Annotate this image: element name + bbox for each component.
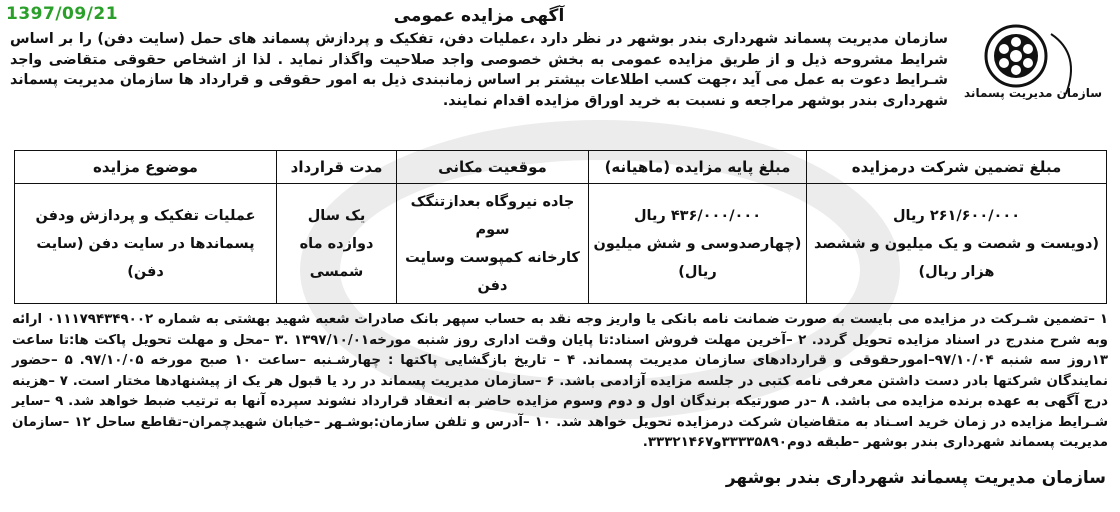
header-auction-subject: موضوع مزایده [15, 151, 277, 184]
subject-line-2: پسماندها در سایت دفن (سایت دفن) [36, 235, 255, 280]
organization-logo [956, 14, 1106, 132]
notice-title: آگهی مزایده عمومی [393, 6, 565, 26]
header-contract-duration: مدت قرارداد [277, 151, 397, 184]
cell-contract-duration [277, 184, 397, 304]
header-guarantee-amount: مبلغ تضمین شرکت درمزایده [807, 151, 1107, 184]
logo-organization-name: سازمان مدیریت پسماند [964, 86, 1102, 100]
guarantee-amount-numeric: ۲۶۱/۶۰۰/۰۰۰ ریال [892, 207, 1021, 224]
location-line-1: جاده نیروگاه بعدازتنگک سوم [410, 193, 575, 238]
table-row [15, 184, 1107, 304]
guarantee-amount-words: (دویست و شصت و یک میلیون و ششصد هزار ریال) [813, 235, 1100, 280]
duration-line-2: دوازده ماه شمسی [299, 235, 374, 280]
header-base-price: مبلغ پایه مزایده (ماهیانه) [589, 151, 807, 184]
base-price-numeric: ۴۳۶/۰۰۰/۰۰۰ ریال [633, 207, 762, 224]
cell-guarantee-amount [807, 184, 1107, 304]
cell-location [397, 184, 589, 304]
recycle-wheel-icon [956, 14, 1106, 132]
location-line-2: کارخانه کمپوست وسایت دفن [405, 249, 580, 294]
auction-table [14, 150, 1107, 304]
duration-line-1: یک سال [307, 207, 366, 224]
cell-base-price [589, 184, 807, 304]
cell-auction-subject [15, 184, 277, 304]
signature-organization: سازمان مدیریت پسماند شهرداری بندر بوشهر [725, 468, 1106, 488]
notice-header [10, 6, 948, 111]
subject-line-1: عملیات تفکیک و پردازش ودفن [35, 207, 256, 224]
notice-intro: سازمان مدیریت پسماند شهرداری بندر بوشهر در نظر دارد ،عملیات دفن، تفکیک و پردازش پسماند های حمل (سایت دفن) را بر اساس شرایط مشروحه ذیل و از طریق مزایده عمومی به بخش خصوصی واجد صلاحیت واگذار نماید . لذا از اشخاص حقوقی متقاضی واجد شـرایط دعوت به عمل می آید ،جهت کسب اطلاعات بیشتر بر اساس زمانبندی ذیل به امور حقوقی و قرارداد ها سازمان مدیریت پسماند شهرداری بندر بوشهر مراجعه و نسبت به خرید اوراق مزایده اقدام نمایند. [10, 31, 948, 109]
date-stamp: 1397/09/21 [6, 4, 119, 24]
table-header-row [15, 151, 1107, 184]
base-price-words: (چهارصدوسی و شش میلیون ریال) [593, 235, 802, 280]
header-location: موقعیت مکانی [397, 151, 589, 184]
auction-terms: ۱ –تضمین شـرکت در مزایده می بایست به صورت ضمانت نامه بانکی یا واریز وجه نقد به حساب سپهر بانک صادرات شعبه شهید بهشتی به شماره ۰۱۱۱۷۹۴۳۴۹۰۰۲ ارائه وبه شرح مندرج در اسناد مزایده تحویل گردد. ۲ –آخرین مهلت فروش اسناد:تا پایان وقت اداری روز شنبه مورخه۱۳۹۷/۱۰/۰۱ .۳ –محل و مهلت تحویل پاکت ها:تا ساعت ۱۳روز سه شنبه ۹۷/۱۰/۰۴–امورحقوقی و قراردادهای سازمان مدیریت پسماند. ۴ – تاریخ بازگشایی پاکتها : چهارشـنبه –ساعت ۱۰ صبح مورخه ۹۷/۱۰/۰۵. ۵ –حضور نمایندگان شرکتها بادر دست داشتن معرفی نامه کتبی در جلسه مزایده آزادمی باشد. ۶ –سازمان مدیریت پسماند در رد یا قبول هر یک از پیشنهادها مختار است. ۷ –هزینه درج آگهی به عهده برنده مزایده می باشد. ۸ –در صورتیکه برندگان اول و دوم وسوم مزایده حاضر به انعقاد قرارداد نشوند سپرده آنها به ترتیب ضبط خواهد شد. ۹ –سایر شـرایط مزایده در زمان خرید اسـناد به متقاضیان شرکت درمزایده تحویل خواهد شد. ۱۰ –آدرس و تلفن سازمان:بوشـهر –خیابان شهیدچمران–تقاطع ساحل ۱۲ –سازمان مدیریت پسماند شهرداری بندر بوشهر –طبقه دوم۳۳۳۳۵۸۹۰و۳۳۳۲۱۴۶۷. [12, 312, 1109, 450]
